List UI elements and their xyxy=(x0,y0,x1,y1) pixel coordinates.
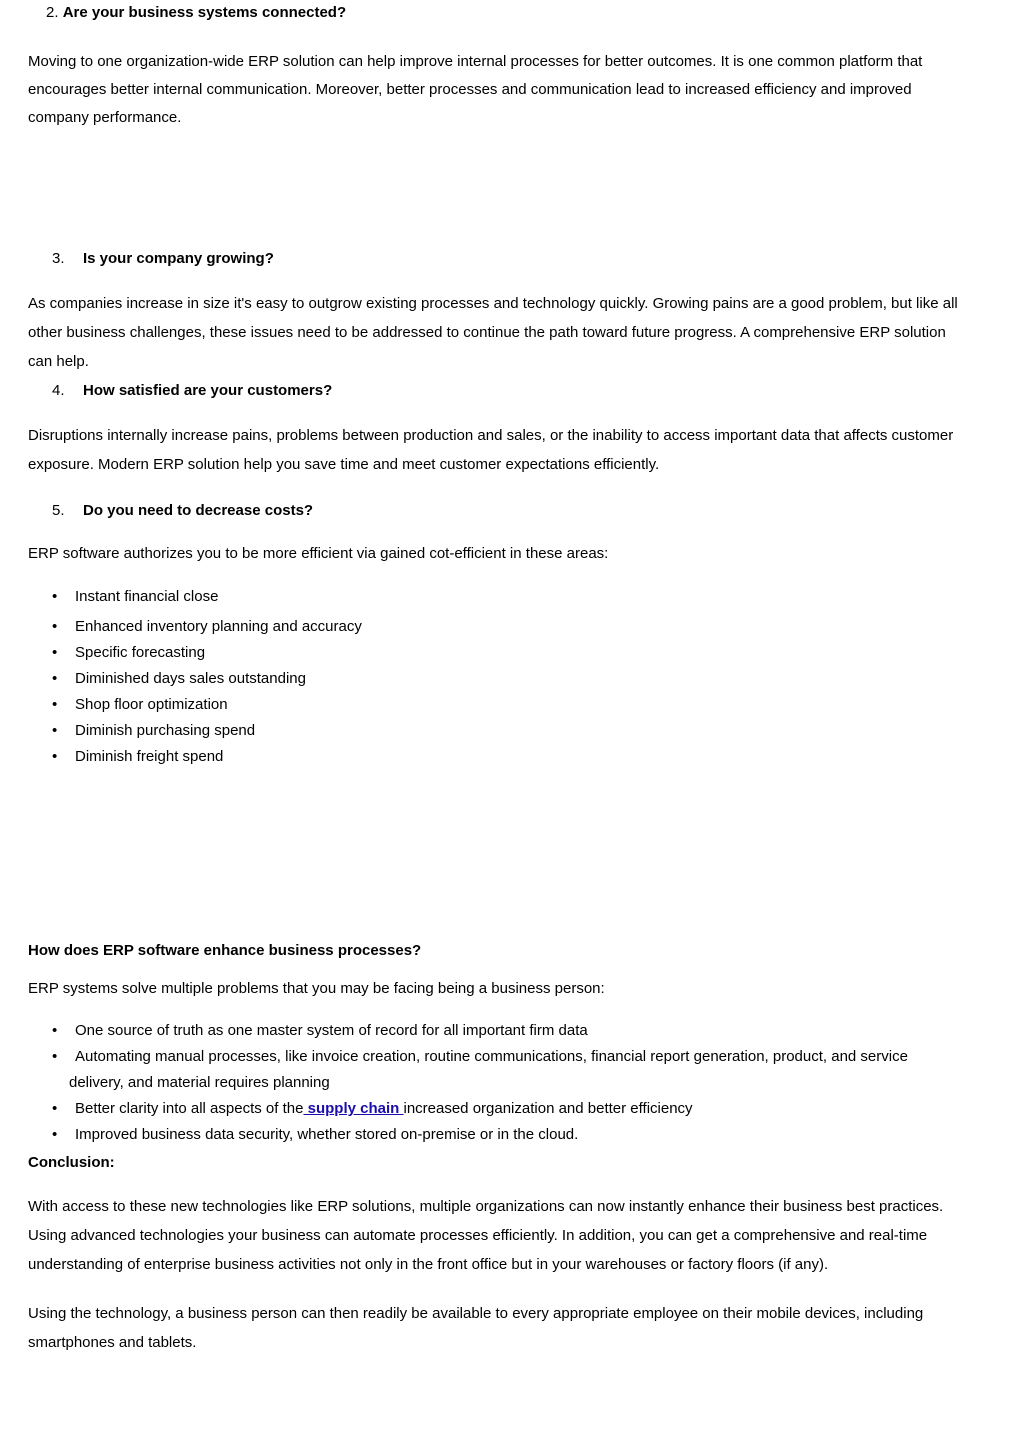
bullet-icon: • xyxy=(52,1022,58,1039)
list-item-text xyxy=(75,1100,693,1117)
section-4-heading: How satisfied are your customers? xyxy=(83,382,333,399)
list-item-text: Diminished days sales outstanding xyxy=(75,670,306,687)
list-item-text: Diminish freight spend xyxy=(75,748,224,765)
list-item-text: Improved business data security, whether stored on-premise or in the cloud. xyxy=(75,1126,579,1143)
list-item-text-continued: delivery, and material requires planning xyxy=(69,1074,330,1091)
bullet-icon: • xyxy=(52,1100,58,1117)
list-item-text: Instant financial close xyxy=(75,588,219,605)
section-2-line: encourages better internal communication. Moreover, better processes and communication lead to increased efficiency and improved xyxy=(28,81,912,98)
section-3-number: 3. xyxy=(52,250,65,267)
section-2-title: Are your business systems connected? xyxy=(62,4,347,21)
list-item-text-end: increased organization and better efficiency xyxy=(403,1100,693,1117)
section-3-line: As companies increase in size it's easy to outgrow existing processes and technology quickly. Growing pains are a good problem, but like all xyxy=(28,295,958,312)
conclusion-line: With access to these new technologies like ERP solutions, multiple organizations can now instantly enhance their business best practices. xyxy=(28,1198,944,1215)
bullet-icon: • xyxy=(52,1126,58,1143)
list-item-text: Diminish purchasing spend xyxy=(75,722,256,739)
list-item-text: Enhanced inventory planning and accuracy xyxy=(75,618,362,635)
erp-section-heading: How does ERP software enhance business processes? xyxy=(28,942,422,959)
section-4-line: exposure. Modern ERP solution help you save time and meet customer expectations efficiently. xyxy=(28,456,660,473)
bullet-icon: • xyxy=(52,618,58,635)
conclusion-line: Using advanced technologies your business can automate processes efficiently. In addition, you can get a comprehensive and real-time xyxy=(28,1227,928,1244)
section-2-number: 2. xyxy=(46,4,59,21)
list-item-text-start: Better clarity into all aspects of the xyxy=(75,1100,304,1117)
section-5-heading: Do you need to decrease costs? xyxy=(83,502,314,519)
list-item-text: Shop floor optimization xyxy=(75,696,228,713)
conclusion-heading: Conclusion: xyxy=(28,1154,115,1171)
bullet-icon: • xyxy=(52,588,58,605)
bullet-icon: • xyxy=(52,1048,58,1065)
bullet-icon: • xyxy=(52,722,58,739)
list-item-text: Specific forecasting xyxy=(75,644,206,661)
section-2-line: company performance. xyxy=(28,109,182,126)
section-3-line: other business challenges, these issues need to be addressed to continue the path toward future progress. A comprehensive ERP solution xyxy=(28,324,946,341)
list-item-text: One source of truth as one master system of record for all important firm data xyxy=(75,1022,588,1039)
section-5-number: 5. xyxy=(52,502,65,519)
supply-chain-link[interactable]: supply chain xyxy=(303,1100,404,1117)
section-3-heading: Is your company growing? xyxy=(83,250,274,267)
section-2-heading xyxy=(46,4,346,21)
section-2-line: Moving to one organization-wide ERP solution can help improve internal processes for better outcomes. It is one common platform that xyxy=(28,53,923,70)
section-4-line: Disruptions internally increase pains, problems between production and sales, or the inability to access important data that affects customer xyxy=(28,427,954,444)
bullet-icon: • xyxy=(52,670,58,687)
section-4-number: 4. xyxy=(52,382,65,399)
erp-section-intro: ERP systems solve multiple problems that you may be facing being a business person: xyxy=(28,980,605,997)
conclusion-line: understanding of enterprise business activities not only in the front office but in your warehouses or factory floors (if any). xyxy=(28,1256,829,1273)
bullet-icon: • xyxy=(52,696,58,713)
conclusion-line: smartphones and tablets. xyxy=(28,1334,197,1351)
section-5-intro: ERP software authorizes you to be more efficient via gained cot-efficient in these areas: xyxy=(28,545,609,562)
conclusion-line: Using the technology, a business person can then readily be available to every appropriate employee on their mobile devices, including xyxy=(28,1305,924,1322)
list-item-text: Automating manual processes, like invoice creation, routine communications, financial report generation, product, and service xyxy=(75,1048,908,1065)
bullet-icon: • xyxy=(52,644,58,661)
section-3-line: can help. xyxy=(28,353,89,370)
bullet-icon: • xyxy=(52,748,58,765)
